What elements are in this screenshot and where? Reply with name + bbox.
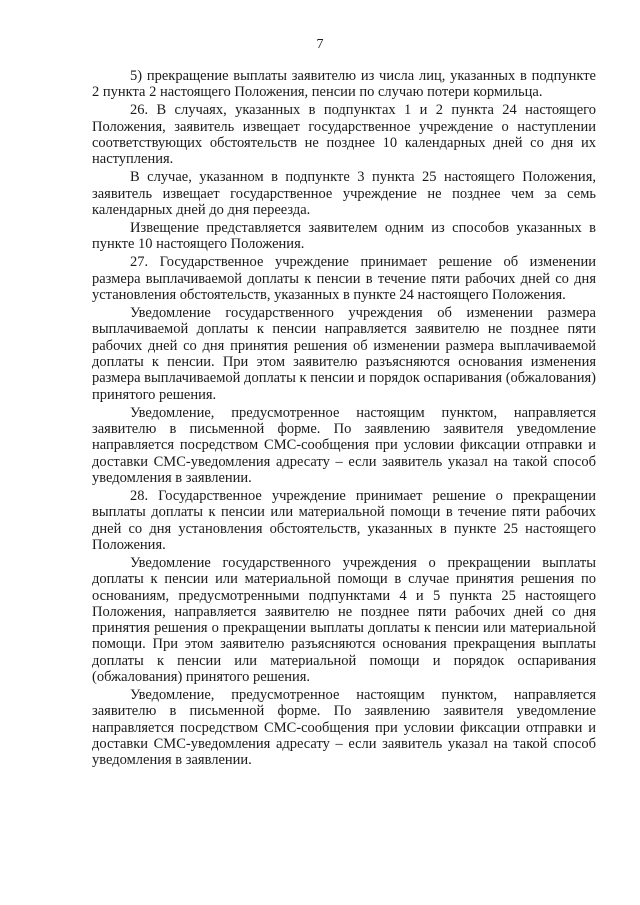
- page-number: 7: [316, 37, 324, 52]
- paragraph-28-notification: Уведомление государственного учреждения о прекращении выплаты доплаты к пенсии или материальной помощи в случае принятия решения по основаниям, предусмотренными подпунктами 4 и 5 пункта 25 настоящего Положения, направляется заявителю не позднее пяти рабочих дней со дня принятия решения о прекращении выплаты доплаты к пенсии или материальной помощи. При этом заявителю разъясняются основания прекращения выплаты доплаты к пенсии или материальной помощи и порядок оспаривания (обжалования) принятого решения.: [92, 554, 596, 686]
- paragraph-26-notice-method: Извещение представляется заявителем одним из способов указанных в пункте 10 настоящего Положения.: [92, 220, 596, 253]
- paragraph-27-notification-form: Уведомление, предусмотренное настоящим пунктом, направляется заявителю в письменной форме. По заявлению заявителя уведомление направляется посредством СМС-сообщения при условии фиксации отправки и доставки СМС-уведомления адресату – если заявитель указал на такой способ уведомления в заявлении.: [92, 404, 596, 486]
- paragraph-26-relocation: В случае, указанном в подпункте 3 пункта 25 настоящего Положения, заявитель извещает государственное учреждение не позднее чем за семь календарных дней до дня переезда.: [92, 169, 596, 218]
- paragraph-27: 27. Государственное учреждение принимает решение об изменении размера выплачиваемой доплаты к пенсии в течение пяти рабочих дней со дня установления обстоятельств, указанных в пункте 24 настоящего Положения.: [92, 254, 596, 304]
- paragraph-28: 28. Государственное учреждение принимает решение о прекращении выплаты доплаты к пенсии или материальной помощи в течение пяти рабочих дней со дня установления обстоятельств, указанных в пункте 25 настоящего Положения.: [92, 488, 596, 553]
- paragraph-item-5: 5) прекращение выплаты заявителю из числа лиц, указанных в подпункте 2 пункта 2 настоящего Положения, пенсии по случаю потери кормильца.: [92, 68, 596, 101]
- paragraph-27-notification: Уведомление государственного учреждения об изменении размера выплачиваемой доплаты к пенсии направляется заявителю не позднее пяти рабочих дней со дня принятия решения об изменении размера выплачиваемой доплаты к пенсии. При этом заявителю разъясняются основания изменения размера выплачиваемой доплаты к пенсии и порядок оспаривания (обжалования) принятого решения.: [92, 305, 596, 403]
- document-body: [92, 68, 596, 770]
- paragraph-28-notification-form: Уведомление, предусмотренное настоящим пунктом, направляется заявителю в письменной форме. По заявлению заявителя уведомление направляется посредством СМС-сообщения при условии фиксации отправки и доставки СМС-уведомления адресату – если заявитель указал на такой способ уведомления в заявлении.: [92, 687, 596, 769]
- paragraph-26: 26. В случаях, указанных в подпунктах 1 и 2 пункта 24 настоящего Положения, заявитель извещает государственное учреждение о наступлении соответствующих обстоятельств не позднее 10 календарных дней со дня их наступления.: [92, 102, 596, 168]
